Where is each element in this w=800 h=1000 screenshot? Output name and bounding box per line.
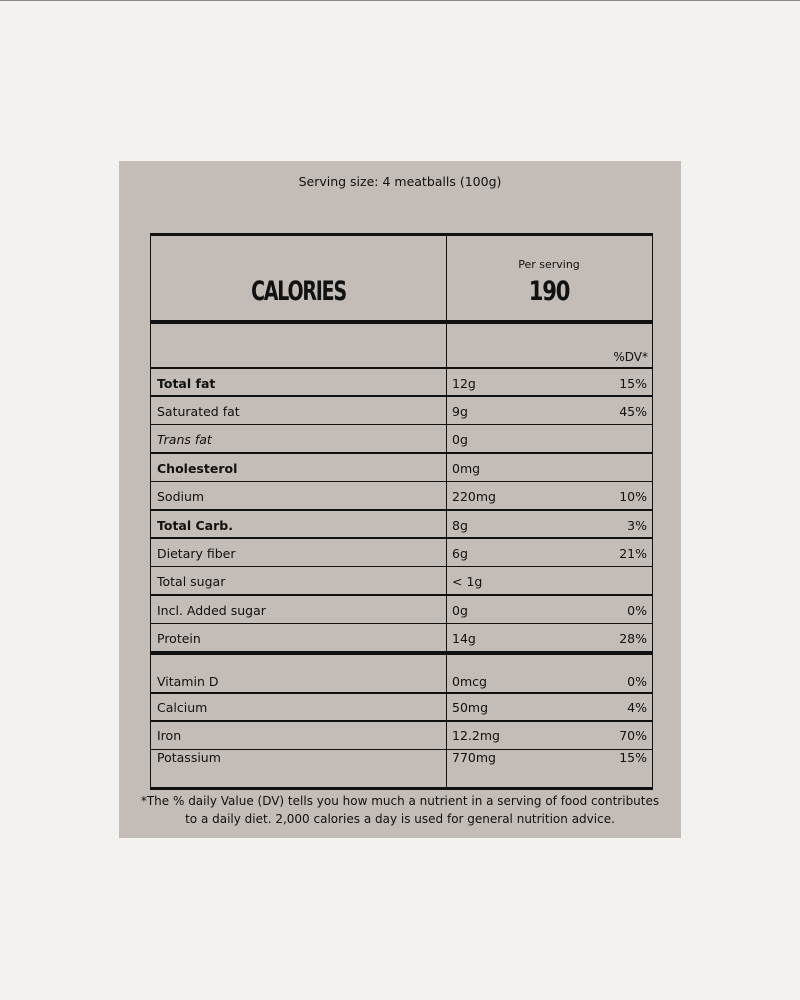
table-row — [151, 539, 652, 566]
nutrient-dv: 10% — [619, 489, 647, 505]
table-row — [151, 749, 652, 787]
nutrient-name: Dietary fiber — [157, 545, 236, 561]
dv-header-row — [151, 324, 652, 367]
row-divider — [151, 720, 447, 748]
nutrient-name: Cholesterol — [157, 460, 238, 476]
top-divider — [0, 0, 800, 1]
nutrient-dv: 28% — [619, 631, 647, 647]
nutrient-amount: 0mg — [452, 460, 481, 476]
nutrient-dv: 3% — [627, 517, 647, 533]
nutrient-amount: 14g — [452, 631, 476, 647]
nutrient-name: Total fat — [157, 375, 216, 391]
nutrient-name: Potassium — [157, 749, 221, 765]
nutrient-amount: 0g — [452, 602, 468, 618]
nutrient-name: Trans fat — [157, 432, 212, 448]
per-serving-label: Per serving — [518, 258, 580, 271]
table-row — [151, 397, 652, 424]
nutrient-name: Vitamin D — [157, 674, 219, 689]
nutrient-amount: < 1g — [452, 574, 483, 590]
nutrient-name: Saturated fat — [157, 403, 240, 419]
table-row — [151, 624, 652, 651]
nutrition-facts-panel — [119, 161, 681, 838]
dv-header-left-cell — [151, 324, 447, 367]
nutrient-name: Incl. Added sugar — [157, 602, 266, 618]
nutrient-name: Iron — [157, 728, 182, 744]
nutrient-amount: 6g — [452, 545, 468, 561]
nutrition-table — [150, 233, 653, 790]
table-row — [151, 454, 652, 481]
table-row — [151, 567, 652, 594]
table-row — [151, 720, 652, 748]
table-row — [151, 482, 652, 509]
nutrient-dv: 0% — [627, 602, 647, 618]
serving-size: Serving size: 4 meatballs (100g) — [298, 174, 502, 189]
table-row — [151, 692, 652, 720]
nutrient-amount: 9g — [452, 403, 468, 419]
table-row — [151, 655, 652, 692]
nutrient-dv: 15% — [619, 375, 647, 391]
nutrient-amount: 12.2mg — [452, 728, 500, 744]
table-row — [151, 369, 652, 396]
nutrient-amount: 8g — [452, 517, 468, 533]
nutrient-amount: 220mg — [452, 489, 496, 505]
nutrient-name: Sodium — [157, 489, 205, 505]
nutrient-name: Protein — [157, 631, 201, 647]
calories-value: 190 — [528, 276, 570, 307]
nutrient-name: Total Carb. — [157, 517, 233, 533]
nutrient-name: Total sugar — [157, 574, 226, 590]
nutrient-dv: 45% — [619, 403, 647, 419]
nutrient-amount: 50mg — [452, 700, 489, 715]
table-row — [151, 511, 652, 538]
nutrient-dv: 15% — [619, 749, 647, 765]
nutrient-amount: 12g — [452, 375, 476, 391]
nutrient-dv: 0% — [627, 674, 647, 689]
nutrient-amount: 0g — [452, 432, 468, 448]
nutrient-dv: 21% — [619, 545, 647, 561]
table-row — [151, 596, 652, 623]
nutrient-dv: 70% — [619, 728, 647, 744]
calories-label: CALORIES — [251, 276, 346, 307]
nutrient-name: Calcium — [157, 700, 208, 715]
footnote: *The % daily Value (DV) tells you how much a nutrient in a serving of food contributes to a daily diet. 2,000 calories a day is used for general nutrition advice. — [140, 794, 660, 826]
nutrient-dv: 4% — [627, 700, 647, 715]
nutrient-amount: 0mcg — [452, 674, 487, 689]
table-row — [151, 425, 652, 452]
nutrient-amount: 770mg — [452, 749, 496, 765]
dv-header: %DV* — [613, 350, 648, 364]
calories-row — [151, 236, 652, 320]
